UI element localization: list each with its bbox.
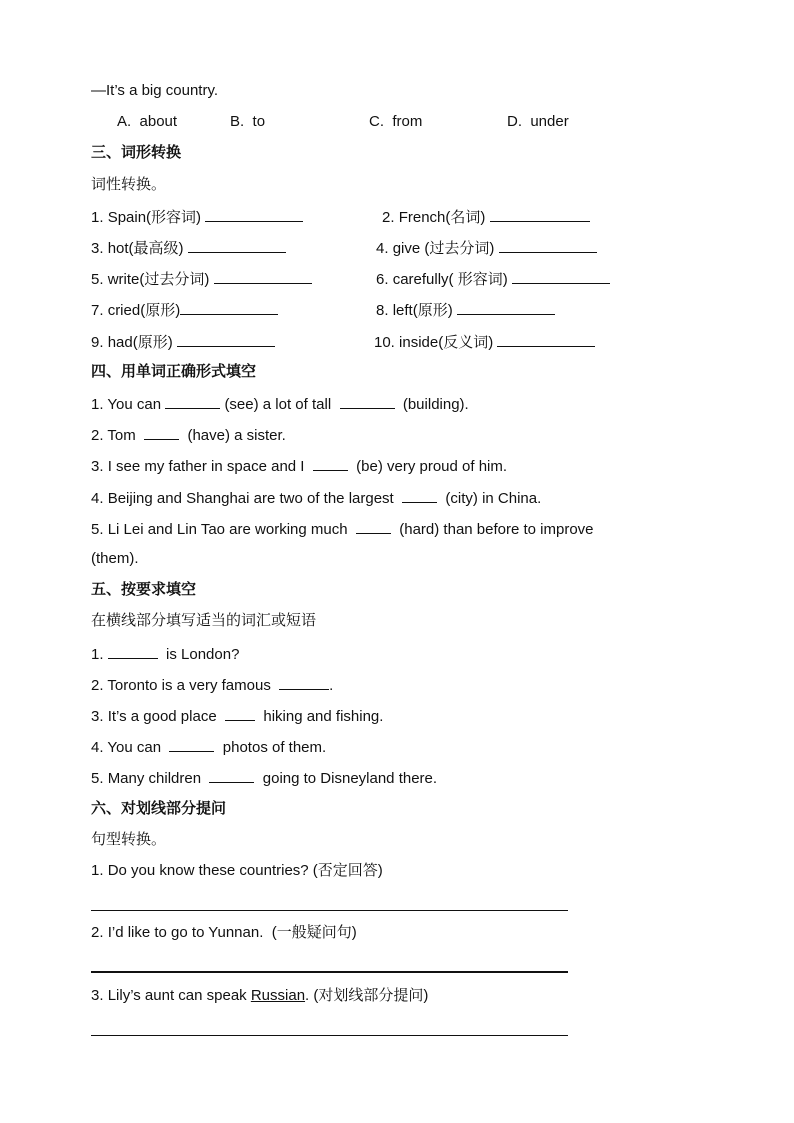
option-letter: B. — [230, 113, 245, 130]
answer-blank[interactable] — [188, 237, 286, 253]
req-question-5: 5. Many children going to Disneyland there. — [91, 767, 437, 789]
answer-blank[interactable] — [169, 736, 214, 752]
answer-blank[interactable] — [313, 455, 348, 471]
option-d[interactable] — [507, 112, 569, 132]
section4-heading: 四、用单词正确形式填空 — [91, 363, 257, 380]
answer-blank[interactable] — [490, 206, 590, 222]
answer-blank[interactable] — [180, 299, 278, 315]
option-letter: D. — [507, 113, 522, 130]
answer-blank[interactable] — [108, 643, 158, 659]
transform-question-1: 1. Do you know these countries? (否定回答) — [91, 862, 383, 879]
answer-blank[interactable] — [356, 518, 391, 534]
section3-instruction: 词性转换。 — [91, 176, 167, 193]
answer-blank[interactable] — [497, 331, 595, 347]
fill-question-2: 2. Tom (have) a sister. — [91, 424, 286, 446]
option-b[interactable] — [230, 112, 265, 132]
answer-blank[interactable] — [165, 393, 220, 409]
word-item-9: 9. had(原形) — [91, 331, 275, 353]
option-text: to — [252, 113, 266, 130]
word-item-8: 8. left(原形) — [376, 299, 555, 321]
answer-blank[interactable] — [214, 268, 312, 284]
answer-blank[interactable] — [457, 299, 555, 315]
answer-blank[interactable] — [209, 767, 254, 783]
word-item-6: 6. carefully( 形容词) — [376, 268, 610, 290]
answer-blank[interactable] — [177, 331, 275, 347]
option-text: about — [139, 113, 178, 130]
fill-question-5: 5. Li Lei and Lin Tao are working much (hard) than before to improve — [91, 518, 594, 540]
intro-line: —It’s a big country. — [91, 82, 219, 99]
fill-question-1: 1. You can (see) a lot of tall (building). — [91, 393, 469, 415]
option-letter: C. — [369, 113, 384, 130]
option-text: from — [392, 113, 423, 130]
answer-line-2[interactable] — [91, 971, 568, 973]
section3-heading: 三、词形转换 — [91, 144, 182, 161]
answer-blank[interactable] — [279, 674, 329, 690]
word-item-4: 4. give (过去分词) — [376, 237, 597, 259]
answer-line-1[interactable] — [91, 910, 568, 911]
word-item-10: 10. inside(反义词) — [374, 331, 595, 353]
fill-question-5-cont: (them). — [91, 550, 139, 567]
transform-question-2: 2. I’d like to go to Yunnan. (一般疑问句) — [91, 924, 357, 941]
answer-blank[interactable] — [512, 268, 610, 284]
answer-blank[interactable] — [205, 206, 303, 222]
req-question-3: 3. It’s a good place hiking and fishing. — [91, 705, 383, 727]
word-item-5: 5. write(过去分词) — [91, 268, 312, 290]
fill-question-3: 3. I see my father in space and I (be) very proud of him. — [91, 455, 507, 477]
answer-blank[interactable] — [225, 705, 255, 721]
section5-instruction: 在横线部分填写适当的词汇或短语 — [91, 612, 317, 629]
section5-heading: 五、按要求填空 — [91, 581, 197, 598]
transform-question-3: 3. Lily’s aunt can speak Russian. (对划线部分提问) — [91, 987, 429, 1004]
underlined-word: Russian — [250, 987, 306, 1004]
word-item-2: 2. French(名词) — [382, 206, 590, 228]
answer-blank[interactable] — [144, 424, 179, 440]
answer-blank[interactable] — [499, 237, 597, 253]
fill-question-4: 4. Beijing and Shanghai are two of the largest (city) in China. — [91, 487, 541, 509]
option-letter: A. — [117, 113, 132, 130]
word-item-1: 1. Spain(形容词) — [91, 206, 303, 228]
word-item-3: 3. hot(最高级) — [91, 237, 286, 259]
section6-instruction: 句型转换。 — [91, 831, 167, 848]
option-c[interactable] — [369, 112, 422, 132]
word-item-7: 7. cried(原形) — [91, 299, 278, 321]
option-a[interactable] — [117, 112, 177, 132]
section6-heading: 六、对划线部分提问 — [91, 800, 227, 817]
req-question-1: 1. is London? — [91, 643, 239, 665]
req-question-4: 4. You can photos of them. — [91, 736, 326, 758]
answer-blank[interactable] — [402, 487, 437, 503]
answer-line-3[interactable] — [91, 1035, 568, 1036]
answer-blank[interactable] — [340, 393, 395, 409]
req-question-2: 2. Toronto is a very famous . — [91, 674, 333, 696]
option-text: under — [530, 113, 569, 130]
